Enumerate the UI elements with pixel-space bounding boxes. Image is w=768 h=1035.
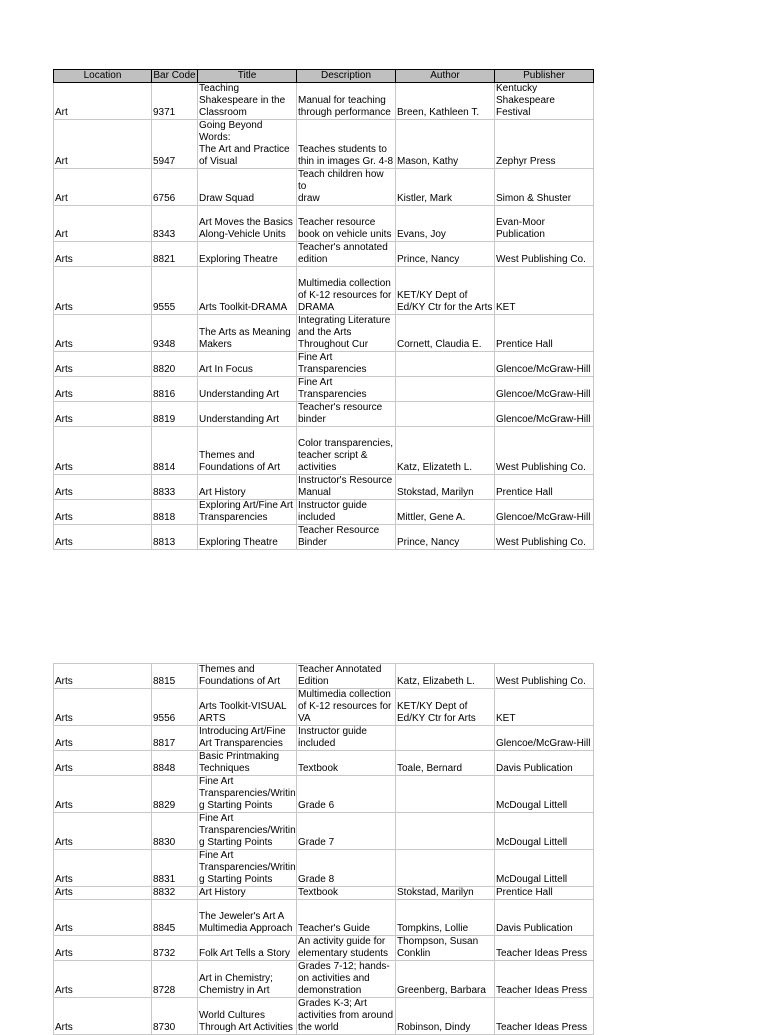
cell-description: Teacher's resource binder — [297, 402, 396, 427]
cell-publisher: West Publishing Co. — [495, 664, 594, 689]
cell-publisher: Simon & Shuster — [495, 169, 594, 206]
cell-description: Instructor guide included — [297, 726, 396, 751]
header-row — [54, 70, 594, 83]
cell-publisher: Glencoe/McGraw-Hill — [495, 402, 594, 427]
cell-publisher: Davis Publication — [495, 751, 594, 776]
cell-title: Art History — [198, 475, 297, 500]
cell-publisher: Evan-Moor Publication — [495, 206, 594, 242]
cell-author: Breen, Kathleen T. — [396, 83, 495, 120]
cell-location: Arts — [54, 998, 152, 1035]
header-title: Title — [198, 70, 297, 83]
cell-title: Exploring Theatre — [198, 525, 297, 550]
cell-location: Arts — [54, 664, 152, 689]
cell-author: Stokstad, Marilyn — [396, 475, 495, 500]
cell-bar-code: 8831 — [152, 850, 198, 887]
cell-author: KET/KY Dept of Ed/KY Ctr for the Arts — [396, 267, 495, 315]
cell-title: Introducing Art/Fine Art Transparencies — [198, 726, 297, 751]
cell-bar-code: 9555 — [152, 267, 198, 315]
cell-bar-code: 8819 — [152, 402, 198, 427]
cell-description: Teacher Resource Binder — [297, 525, 396, 550]
header-location: Location — [54, 70, 152, 83]
cell-publisher: Teacher Ideas Press — [495, 998, 594, 1035]
cell-title: Understanding Art — [198, 377, 297, 402]
cell-author: Mason, Kathy — [396, 120, 495, 169]
cell-bar-code: 8815 — [152, 664, 198, 689]
cell-description: Teacher Annotated Edition — [297, 664, 396, 689]
table-row — [54, 352, 594, 377]
cell-bar-code: 8833 — [152, 475, 198, 500]
cell-title: Folk Art Tells a Story — [198, 936, 297, 961]
table-row — [54, 936, 594, 961]
cell-author: Prince, Nancy — [396, 242, 495, 267]
cell-title: Art In Focus — [198, 352, 297, 377]
catalog-table-page-2 — [53, 663, 594, 1035]
table-row — [54, 776, 594, 813]
cell-bar-code: 9556 — [152, 689, 198, 726]
cell-author: Stokstad, Marilyn — [396, 887, 495, 900]
table-row — [54, 500, 594, 525]
table-row — [54, 525, 594, 550]
cell-title: Basic Printmaking Techniques — [198, 751, 297, 776]
cell-description: Grade 6 — [297, 776, 396, 813]
table-row — [54, 961, 594, 998]
cell-location: Arts — [54, 427, 152, 475]
cell-publisher: Zephyr Press — [495, 120, 594, 169]
cell-author: Toale, Bernard — [396, 751, 495, 776]
cell-author — [396, 850, 495, 887]
cell-publisher: Prentice Hall — [495, 887, 594, 900]
header-description: Description — [297, 70, 396, 83]
cell-publisher: KET — [495, 689, 594, 726]
cell-location: Art — [54, 83, 152, 120]
cell-bar-code: 8818 — [152, 500, 198, 525]
cell-bar-code: 9371 — [152, 83, 198, 120]
cell-description: Instructor guide included — [297, 500, 396, 525]
cell-bar-code: 8845 — [152, 900, 198, 936]
cell-description: Fine Art Transparencies — [297, 352, 396, 377]
cell-author: Kistler, Mark — [396, 169, 495, 206]
cell-title: The Jeweler's Art A Multimedia Approach — [198, 900, 297, 936]
cell-bar-code: 5947 — [152, 120, 198, 169]
cell-location: Arts — [54, 776, 152, 813]
cell-title: The Arts as Meaning Makers — [198, 315, 297, 352]
cell-bar-code: 8821 — [152, 242, 198, 267]
cell-publisher: Glencoe/McGraw-Hill — [495, 500, 594, 525]
table-row — [54, 242, 594, 267]
cell-title: Themes and Foundations of Art — [198, 427, 297, 475]
table-row — [54, 813, 594, 850]
cell-title: Exploring Art/Fine Art Transparencies — [198, 500, 297, 525]
cell-title: Understanding Art — [198, 402, 297, 427]
cell-author: Katz, Elizabeth L. — [396, 664, 495, 689]
cell-bar-code: 8814 — [152, 427, 198, 475]
cell-author: Evans, Joy — [396, 206, 495, 242]
header-bar-code: Bar Code — [153, 70, 196, 81]
table-row — [54, 427, 594, 475]
cell-bar-code: 8832 — [152, 887, 198, 900]
cell-description: Teacher's Guide — [297, 900, 396, 936]
cell-description: Manual for teaching through performance — [297, 83, 396, 120]
cell-bar-code: 9348 — [152, 315, 198, 352]
cell-title: Fine Art Transparencies/Writin g Starting Points — [199, 776, 296, 811]
cell-author — [396, 776, 495, 813]
table-row — [54, 850, 594, 887]
cell-location: Art — [54, 206, 152, 242]
cell-publisher: Kentucky Shakespeare Festival — [495, 83, 594, 120]
cell-location: Arts — [54, 377, 152, 402]
cell-description: An activity guide for elementary students — [297, 936, 396, 961]
cell-title: Teaching Shakespeare in the Classroom — [198, 83, 297, 120]
cell-location: Arts — [54, 315, 152, 352]
cell-author: Katz, Elizateth L. — [396, 427, 495, 475]
cell-description: Textbook — [297, 887, 396, 900]
table-row — [54, 315, 594, 352]
cell-title: Fine Art Transparencies/Writin g Starting Points — [199, 813, 296, 848]
cell-location: Arts — [54, 961, 152, 998]
cell-title: Art in Chemistry; Chemistry in Art — [198, 961, 297, 998]
cell-bar-code: 6756 — [152, 169, 198, 206]
cell-publisher: West Publishing Co. — [495, 525, 594, 550]
cell-bar-code: 8829 — [152, 776, 198, 813]
cell-publisher: McDougal Littell — [495, 850, 594, 887]
cell-description: Grades K-3; Art activities from around the world — [297, 998, 396, 1035]
cell-publisher: Teacher Ideas Press — [495, 961, 594, 998]
cell-title: Arts Toolkit-VISUAL ARTS — [198, 689, 297, 726]
cell-publisher: West Publishing Co. — [495, 427, 594, 475]
cell-publisher: McDougal Littell — [495, 813, 594, 850]
cell-publisher: Teacher Ideas Press — [495, 936, 594, 961]
cell-publisher: Glencoe/McGraw-Hill — [495, 352, 594, 377]
cell-title: Fine Art Transparencies/Writin g Starting Points — [199, 850, 296, 885]
cell-author: Robinson, Dindy — [396, 998, 495, 1035]
cell-description: Textbook — [297, 751, 396, 776]
cell-bar-code: 8343 — [152, 206, 198, 242]
cell-author — [396, 726, 495, 751]
cell-location: Arts — [54, 242, 152, 267]
cell-location: Arts — [54, 726, 152, 751]
cell-location: Arts — [54, 352, 152, 377]
cell-bar-code: 8728 — [152, 961, 198, 998]
cell-location: Arts — [54, 475, 152, 500]
cell-author: Thompson, Susan Conklin — [396, 936, 495, 961]
cell-author: KET/KY Dept of Ed/KY Ctr for Arts — [396, 689, 495, 726]
cell-description: Grade 7 — [297, 813, 396, 850]
cell-location: Arts — [54, 525, 152, 550]
cell-title: Exploring Theatre — [198, 242, 297, 267]
cell-publisher: Glencoe/McGraw-Hill — [495, 377, 594, 402]
cell-author — [396, 402, 495, 427]
table-row — [54, 83, 594, 120]
cell-location: Arts — [54, 402, 152, 427]
cell-bar-code: 8816 — [152, 377, 198, 402]
cell-bar-code: 8830 — [152, 813, 198, 850]
table-row — [54, 726, 594, 751]
cell-description: Grade 8 — [297, 850, 396, 887]
cell-description: Grades 7-12; hands- on activities and demonstration — [297, 961, 396, 998]
cell-publisher: McDougal Littell — [495, 776, 594, 813]
table-row — [54, 169, 594, 206]
table-row — [54, 751, 594, 776]
cell-title: Art History — [198, 887, 297, 900]
cell-publisher: KET — [495, 267, 594, 315]
cell-location: Arts — [54, 689, 152, 726]
cell-publisher: Davis Publication — [495, 900, 594, 936]
table-row — [54, 402, 594, 427]
cell-description: Multimedia collection of K-12 resources for DRAMA — [297, 267, 396, 315]
cell-author — [396, 813, 495, 850]
cell-location: Arts — [54, 936, 152, 961]
cell-author: Mittler, Gene A. — [396, 500, 495, 525]
cell-location: Arts — [54, 900, 152, 936]
cell-publisher: Prentice Hall — [495, 475, 594, 500]
cell-title: Themes and Foundations of Art — [198, 664, 297, 689]
cell-location: Arts — [54, 887, 152, 900]
table-row — [54, 267, 594, 315]
table-row — [54, 377, 594, 402]
header-publisher: Publisher — [495, 70, 594, 83]
cell-title: Arts Toolkit-DRAMA — [198, 267, 297, 315]
cell-author: Prince, Nancy — [396, 525, 495, 550]
cell-bar-code: 8820 — [152, 352, 198, 377]
cell-bar-code: 8813 — [152, 525, 198, 550]
cell-author — [396, 352, 495, 377]
cell-description: Multimedia collection of K-12 resources for VA — [297, 689, 396, 726]
cell-description: Teacher's annotated edition — [297, 242, 396, 267]
table-row — [54, 475, 594, 500]
cell-description: Teaches students to thin in images Gr. 4-8 — [297, 120, 396, 169]
cell-location: Art — [54, 169, 152, 206]
cell-description: Integrating Literature and the Arts Throughout Cur — [297, 315, 396, 352]
cell-publisher: Prentice Hall — [495, 315, 594, 352]
cell-publisher: West Publishing Co. — [495, 242, 594, 267]
catalog-table-page-1 — [53, 69, 594, 550]
table-row — [54, 664, 594, 689]
cell-description: Instructor's Resource Manual — [297, 475, 396, 500]
cell-location: Arts — [54, 850, 152, 887]
cell-bar-code: 8732 — [152, 936, 198, 961]
cell-title: World Cultures Through Art Activities — [198, 998, 297, 1035]
table-row — [54, 900, 594, 936]
header-author: Author — [396, 70, 495, 83]
cell-title: Art Moves the Basics Along-Vehicle Units — [198, 206, 297, 242]
table-row — [54, 206, 594, 242]
cell-location: Arts — [54, 813, 152, 850]
cell-publisher: Glencoe/McGraw-Hill — [495, 726, 594, 751]
cell-author: Tompkins, Lollie — [396, 900, 495, 936]
table-row — [54, 998, 594, 1035]
cell-bar-code: 8848 — [152, 751, 198, 776]
table-row — [54, 120, 594, 169]
cell-author: Greenberg, Barbara — [396, 961, 495, 998]
cell-bar-code: 8730 — [152, 998, 198, 1035]
cell-description: Teach children how to draw — [297, 169, 396, 206]
cell-location: Arts — [54, 751, 152, 776]
cell-title: Going Beyond Words: The Art and Practice of Visual — [198, 120, 297, 169]
cell-description: Fine Art Transparencies — [297, 377, 396, 402]
cell-description: Teacher resource book on vehicle units — [297, 206, 396, 242]
cell-title: Draw Squad — [198, 169, 297, 206]
cell-location: Art — [54, 120, 152, 169]
cell-author: Cornett, Claudia E. — [396, 315, 495, 352]
cell-bar-code: 8817 — [152, 726, 198, 751]
table-row — [54, 887, 594, 900]
cell-description: Color transparencies, teacher script & activities — [297, 427, 396, 475]
cell-author — [396, 377, 495, 402]
cell-location: Arts — [54, 267, 152, 315]
table-row — [54, 689, 594, 726]
cell-location: Arts — [54, 500, 152, 525]
